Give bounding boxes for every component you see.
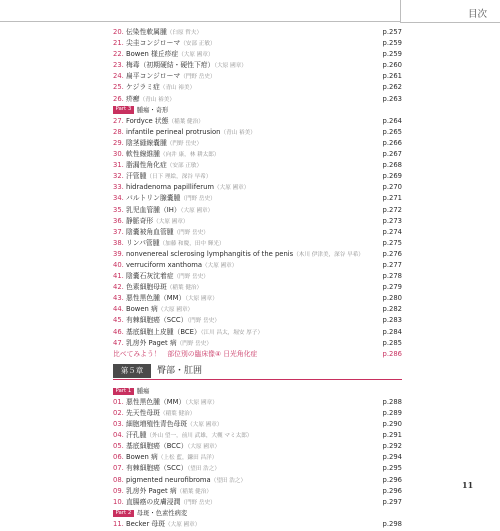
entry-page: p.283	[382, 316, 402, 325]
toc-entry[interactable]	[113, 94, 402, 105]
entry-number: 37.	[113, 227, 124, 236]
toc-entry[interactable]	[113, 271, 402, 282]
entry-title: Fordyce 状態	[125, 116, 169, 125]
entry-page: p.277	[382, 260, 402, 269]
entry-number: 05.	[113, 442, 124, 451]
part-heading	[113, 508, 402, 519]
entry-title: 基底細胞上皮腫（BCE）	[125, 327, 201, 336]
entry-number: 46.	[113, 327, 124, 336]
toc-entry[interactable]	[113, 315, 402, 326]
toc-entry[interactable]	[113, 441, 402, 452]
entry-author: （門野 岳史）	[166, 140, 203, 147]
entry-page: p.261	[382, 72, 402, 81]
entry-title: 汗管腫	[125, 172, 147, 181]
entry-page: p.269	[382, 172, 402, 181]
entry-author: （大原 國章）	[185, 296, 218, 303]
entry-number: 20.	[113, 28, 124, 36]
entry-page: p.263	[382, 94, 402, 103]
entry-title: 陰嚢被角血管腫	[125, 227, 174, 236]
entry-page: p.273	[382, 216, 402, 225]
entry-title: Bowen 病	[125, 305, 158, 314]
entry-page: p.267	[382, 150, 402, 159]
entry-author: （望田 浩之）	[210, 477, 247, 484]
entry-author: （大原 國章）	[165, 521, 201, 528]
entry-author: （安部 正敏）	[166, 163, 203, 170]
entry-page: p.298	[382, 519, 402, 528]
entry-author: （向井 康，林 耕太郎）	[159, 152, 220, 159]
toc-entry[interactable]	[113, 127, 402, 138]
toc-entry[interactable]	[113, 338, 402, 349]
entry-number: 25.	[113, 83, 124, 92]
compare-feature-entry[interactable]	[113, 349, 402, 360]
entry-title: 梅毒（初期硬結・硬性下疳）	[125, 61, 215, 70]
entry-number: 28.	[113, 127, 124, 136]
toc-entry[interactable]	[113, 408, 402, 419]
entry-title: 尖圭コンジローマ	[125, 39, 181, 48]
entry-group-part3	[113, 116, 402, 349]
toc-entry[interactable]	[113, 116, 402, 127]
entry-author: （門野 岳史）	[180, 499, 216, 506]
entry-page: p.291	[382, 431, 402, 440]
toc-entry[interactable]	[113, 193, 402, 204]
entry-number: 45.	[113, 316, 124, 325]
entry-author: （門野 岳史）	[176, 340, 212, 347]
entry-author: （稲葉 健治）	[168, 118, 204, 125]
toc-entry[interactable]	[113, 171, 402, 182]
entry-number: 29.	[113, 138, 124, 147]
page-number: 11	[462, 480, 474, 490]
entry-number: 43.	[113, 294, 124, 303]
entry-author: （青山 裕美）	[220, 129, 256, 136]
entry-title: 直腸癌の皮膚浸潤	[125, 497, 181, 506]
entry-page: p.264	[382, 116, 402, 125]
entry-group-chapter4-part2	[113, 27, 402, 105]
entry-page: p.257	[382, 28, 402, 36]
entry-author: （稲葉 健治）	[159, 411, 196, 417]
entry-author: （大原 國章）	[187, 444, 221, 451]
entry-author: （大原 國章）	[214, 185, 250, 192]
entry-author: （青山 裕美）	[159, 85, 196, 92]
entry-number: 09.	[113, 486, 124, 495]
entry-number: 24.	[113, 72, 124, 81]
entry-number: 06.	[113, 453, 124, 462]
toc-entry[interactable]	[113, 282, 402, 293]
entry-page: p.262	[382, 83, 402, 92]
entry-title: 細胞増殖性青色母斑	[125, 420, 188, 429]
part-title: 腫瘍・奇形	[136, 106, 169, 114]
entry-author: （門野 岳史）	[187, 318, 220, 325]
entry-page: p.279	[382, 283, 402, 292]
toc-entry[interactable]	[113, 60, 402, 71]
entry-number: 03.	[113, 420, 124, 429]
entry-page: p.285	[382, 338, 402, 347]
entry-title: 扁平コンジローマ	[125, 72, 181, 81]
entry-page: p.259	[382, 50, 402, 59]
entry-number: 38.	[113, 238, 124, 247]
entry-author: （安部 正敏）	[180, 41, 216, 48]
entry-author: （大原 國章）	[202, 262, 238, 269]
entry-title: 軟性線維腫	[125, 150, 160, 159]
toc-entry[interactable]	[113, 519, 402, 530]
entry-author: （木川 伊津美，深谷 早希）	[293, 251, 364, 258]
entry-number: 23.	[113, 61, 124, 70]
entry-title: Becker 母斑	[125, 519, 165, 528]
entry-author: （門野 岳史）	[180, 196, 216, 203]
toc-entry[interactable]	[113, 463, 402, 474]
entry-author: （大原 國章）	[157, 307, 194, 314]
toc-entry[interactable]	[113, 38, 402, 49]
entry-page: p.278	[382, 272, 402, 281]
entry-number: 04.	[113, 431, 124, 440]
chapter-badge: 第５章	[113, 364, 151, 378]
entry-page: p.259	[382, 39, 402, 48]
entry-page: p.274	[382, 227, 402, 236]
entry-author: （日下 理絵，深谷 早希）	[146, 174, 212, 181]
entry-title: 陰茎縫線嚢腫	[125, 138, 167, 147]
entry-title: リンパ管腫	[125, 238, 160, 247]
entry-author: （大原 國章）	[178, 52, 214, 59]
entry-number: 40.	[113, 260, 124, 269]
part-heading	[113, 386, 402, 397]
section-tab	[400, 0, 500, 23]
toc-entry[interactable]	[113, 238, 402, 249]
toc-entry[interactable]	[113, 182, 402, 193]
toc-entry[interactable]	[113, 304, 402, 315]
entry-title: 脂漏性角化症	[125, 161, 167, 170]
entry-author: （稲葉 健治）	[176, 488, 212, 495]
entry-author: （大原 國章）	[185, 399, 218, 406]
entry-title: 陰嚢石灰沈着症	[125, 272, 174, 281]
entry-title: 乳児血管腫（IH）	[125, 205, 181, 214]
entry-number: 44.	[113, 305, 124, 314]
part-badge: Part 3	[113, 106, 134, 114]
chapter-title: 臀部・肛囲	[157, 365, 203, 376]
toc-entry[interactable]	[113, 216, 402, 227]
entry-number: 41.	[113, 272, 124, 281]
entry-number: 39.	[113, 249, 124, 258]
toc-entry[interactable]	[113, 430, 402, 441]
entry-group-chapter5-part1	[113, 397, 402, 508]
entry-title: 汗孔腫	[125, 431, 147, 440]
toc-entry[interactable]	[113, 205, 402, 216]
entry-number: 22.	[113, 50, 124, 59]
entry-author: （臼原 哲夫）	[166, 30, 203, 36]
entry-page: p.266	[382, 138, 402, 147]
entry-title: infantile perineal protrusion	[125, 127, 221, 136]
entry-title: 有棘細胞癌（SCC）	[125, 316, 188, 325]
toc-entry[interactable]	[113, 397, 402, 408]
entry-number: 02.	[113, 409, 124, 417]
entry-page: p.294	[382, 453, 402, 462]
entry-author: （望田 浩之）	[187, 466, 220, 473]
entry-number: 34.	[113, 194, 124, 203]
entry-title: 乳房外 Paget 病	[125, 486, 177, 495]
entry-number: 27.	[113, 116, 124, 125]
entry-title: 悪性黒色腫（MM）	[125, 294, 186, 303]
toc-entry[interactable]	[113, 160, 402, 171]
entry-group-chapter5-part2	[113, 519, 402, 530]
toc-entry[interactable]	[113, 260, 402, 271]
entry-number: 01.	[113, 397, 124, 406]
entry-author: （上松 藍，鎌田 昌洋）	[157, 455, 218, 462]
part-badge: Part 1	[113, 388, 134, 396]
entry-author: （大原 國章）	[153, 218, 189, 225]
entry-number: 21.	[113, 39, 124, 48]
compare-feature-text: 比べてみよう！ 部位別の臨床像④ 日光角化症	[113, 349, 258, 358]
entry-page: p.297	[382, 497, 402, 506]
entry-number: 08.	[113, 475, 124, 484]
toc-entry[interactable]	[113, 227, 402, 238]
entry-page: p.296	[382, 486, 402, 495]
toc-entry[interactable]	[113, 71, 402, 82]
entry-number: 42.	[113, 283, 124, 292]
entry-page: p.268	[382, 161, 402, 170]
toc-entry[interactable]	[113, 138, 402, 149]
table-of-contents	[113, 27, 402, 530]
entry-title: Bowen 様丘疹症	[125, 50, 179, 59]
entry-title: 乳房外 Paget 病	[125, 338, 177, 347]
toc-entry[interactable]	[113, 475, 402, 486]
toc-entry[interactable]	[113, 149, 402, 160]
entry-author: （大原 國章）	[187, 422, 223, 429]
entry-title: 疥癬	[125, 94, 140, 103]
entry-page: p.271	[382, 194, 402, 203]
part-title: 腫瘍	[136, 387, 150, 395]
entry-author: （大原 國章）	[180, 207, 214, 214]
entry-number: 35.	[113, 205, 124, 214]
section-label: 目次	[467, 9, 487, 20]
entry-title: 有棘細胞癌（SCC）	[125, 464, 188, 473]
entry-page: p.265	[382, 127, 402, 136]
entry-page: p.286	[382, 349, 402, 358]
entry-number: 07.	[113, 464, 124, 473]
entry-page: p.295	[382, 464, 402, 473]
entry-page: p.289	[382, 409, 402, 417]
toc-entry[interactable]	[113, 49, 402, 60]
entry-title: 基底細胞癌（BCC）	[125, 442, 188, 451]
entry-title: Bowen 病	[125, 453, 158, 462]
entry-number: 11.	[113, 519, 124, 528]
entry-page: p.276	[382, 249, 402, 258]
entry-author: （稲葉 健治）	[166, 285, 203, 292]
entry-number: 10.	[113, 497, 124, 506]
entry-author: （青山 裕美）	[139, 96, 175, 103]
entry-title: nonvenereal sclerosing lymphangitis of the penis	[125, 249, 294, 258]
entry-number: 32.	[113, 172, 124, 181]
entry-author: （外山 望一，前川 武雄，大槻 マミ太郎）	[146, 433, 253, 440]
entry-number: 26.	[113, 94, 124, 103]
entry-page: p.260	[382, 61, 402, 70]
entry-number: 33.	[113, 183, 124, 192]
entry-title: verruciform xanthoma	[125, 260, 203, 269]
entry-page: p.288	[382, 397, 402, 406]
entry-page: p.296	[382, 475, 402, 484]
toc-entry[interactable]	[113, 293, 402, 304]
toc-entry[interactable]	[113, 327, 402, 338]
entry-author: （加藤 和慶，田中 輝光）	[159, 240, 225, 247]
entry-number: 36.	[113, 216, 124, 225]
entry-author: （門野 岳史）	[180, 74, 216, 81]
entry-number: 31.	[113, 161, 124, 170]
entry-title: 色素細胞母斑	[125, 283, 167, 292]
entry-author: （江川 昌太，堀安 厚子）	[200, 329, 264, 336]
entry-page: p.292	[382, 442, 402, 451]
part-heading	[113, 105, 402, 116]
entry-title: 静脈奇形	[125, 216, 154, 225]
toc-entry[interactable]	[113, 82, 402, 93]
entry-title: 悪性黒色腫（MM）	[125, 397, 186, 406]
entry-page: p.270	[382, 183, 402, 192]
entry-title: ケジラミ症	[125, 83, 160, 92]
entry-page: p.282	[382, 305, 402, 314]
entry-title: pigmented neurofibroma	[125, 475, 211, 484]
entry-page: p.272	[382, 205, 402, 214]
chapter-heading	[113, 364, 402, 380]
toc-entry[interactable]	[113, 249, 402, 260]
toc-entry[interactable]	[113, 486, 402, 497]
toc-entry[interactable]	[113, 27, 402, 38]
toc-entry[interactable]	[113, 419, 402, 430]
entry-title: 伝染性軟属腫	[125, 28, 167, 36]
entry-page: p.280	[382, 294, 402, 303]
entry-author: （門野 岳史）	[173, 229, 209, 236]
entry-number: 47.	[113, 338, 124, 347]
toc-entry[interactable]	[113, 497, 402, 508]
entry-title: 先天性母斑	[125, 409, 160, 417]
part-badge: Part 2	[113, 510, 134, 518]
toc-entry[interactable]	[113, 452, 402, 463]
entry-number: 30.	[113, 150, 124, 159]
header-rule	[0, 21, 400, 22]
entry-title: hidradenoma papilliferum	[125, 183, 215, 192]
entry-page: p.290	[382, 420, 402, 429]
entry-author: （大原 國章）	[214, 63, 247, 70]
part-title: 母斑・色素性病変	[136, 509, 188, 517]
entry-author: （門野 岳史）	[173, 274, 209, 281]
entry-page: p.275	[382, 238, 402, 247]
entry-title: バルトリン腺嚢腫	[125, 194, 181, 203]
entry-page: p.284	[382, 327, 402, 336]
